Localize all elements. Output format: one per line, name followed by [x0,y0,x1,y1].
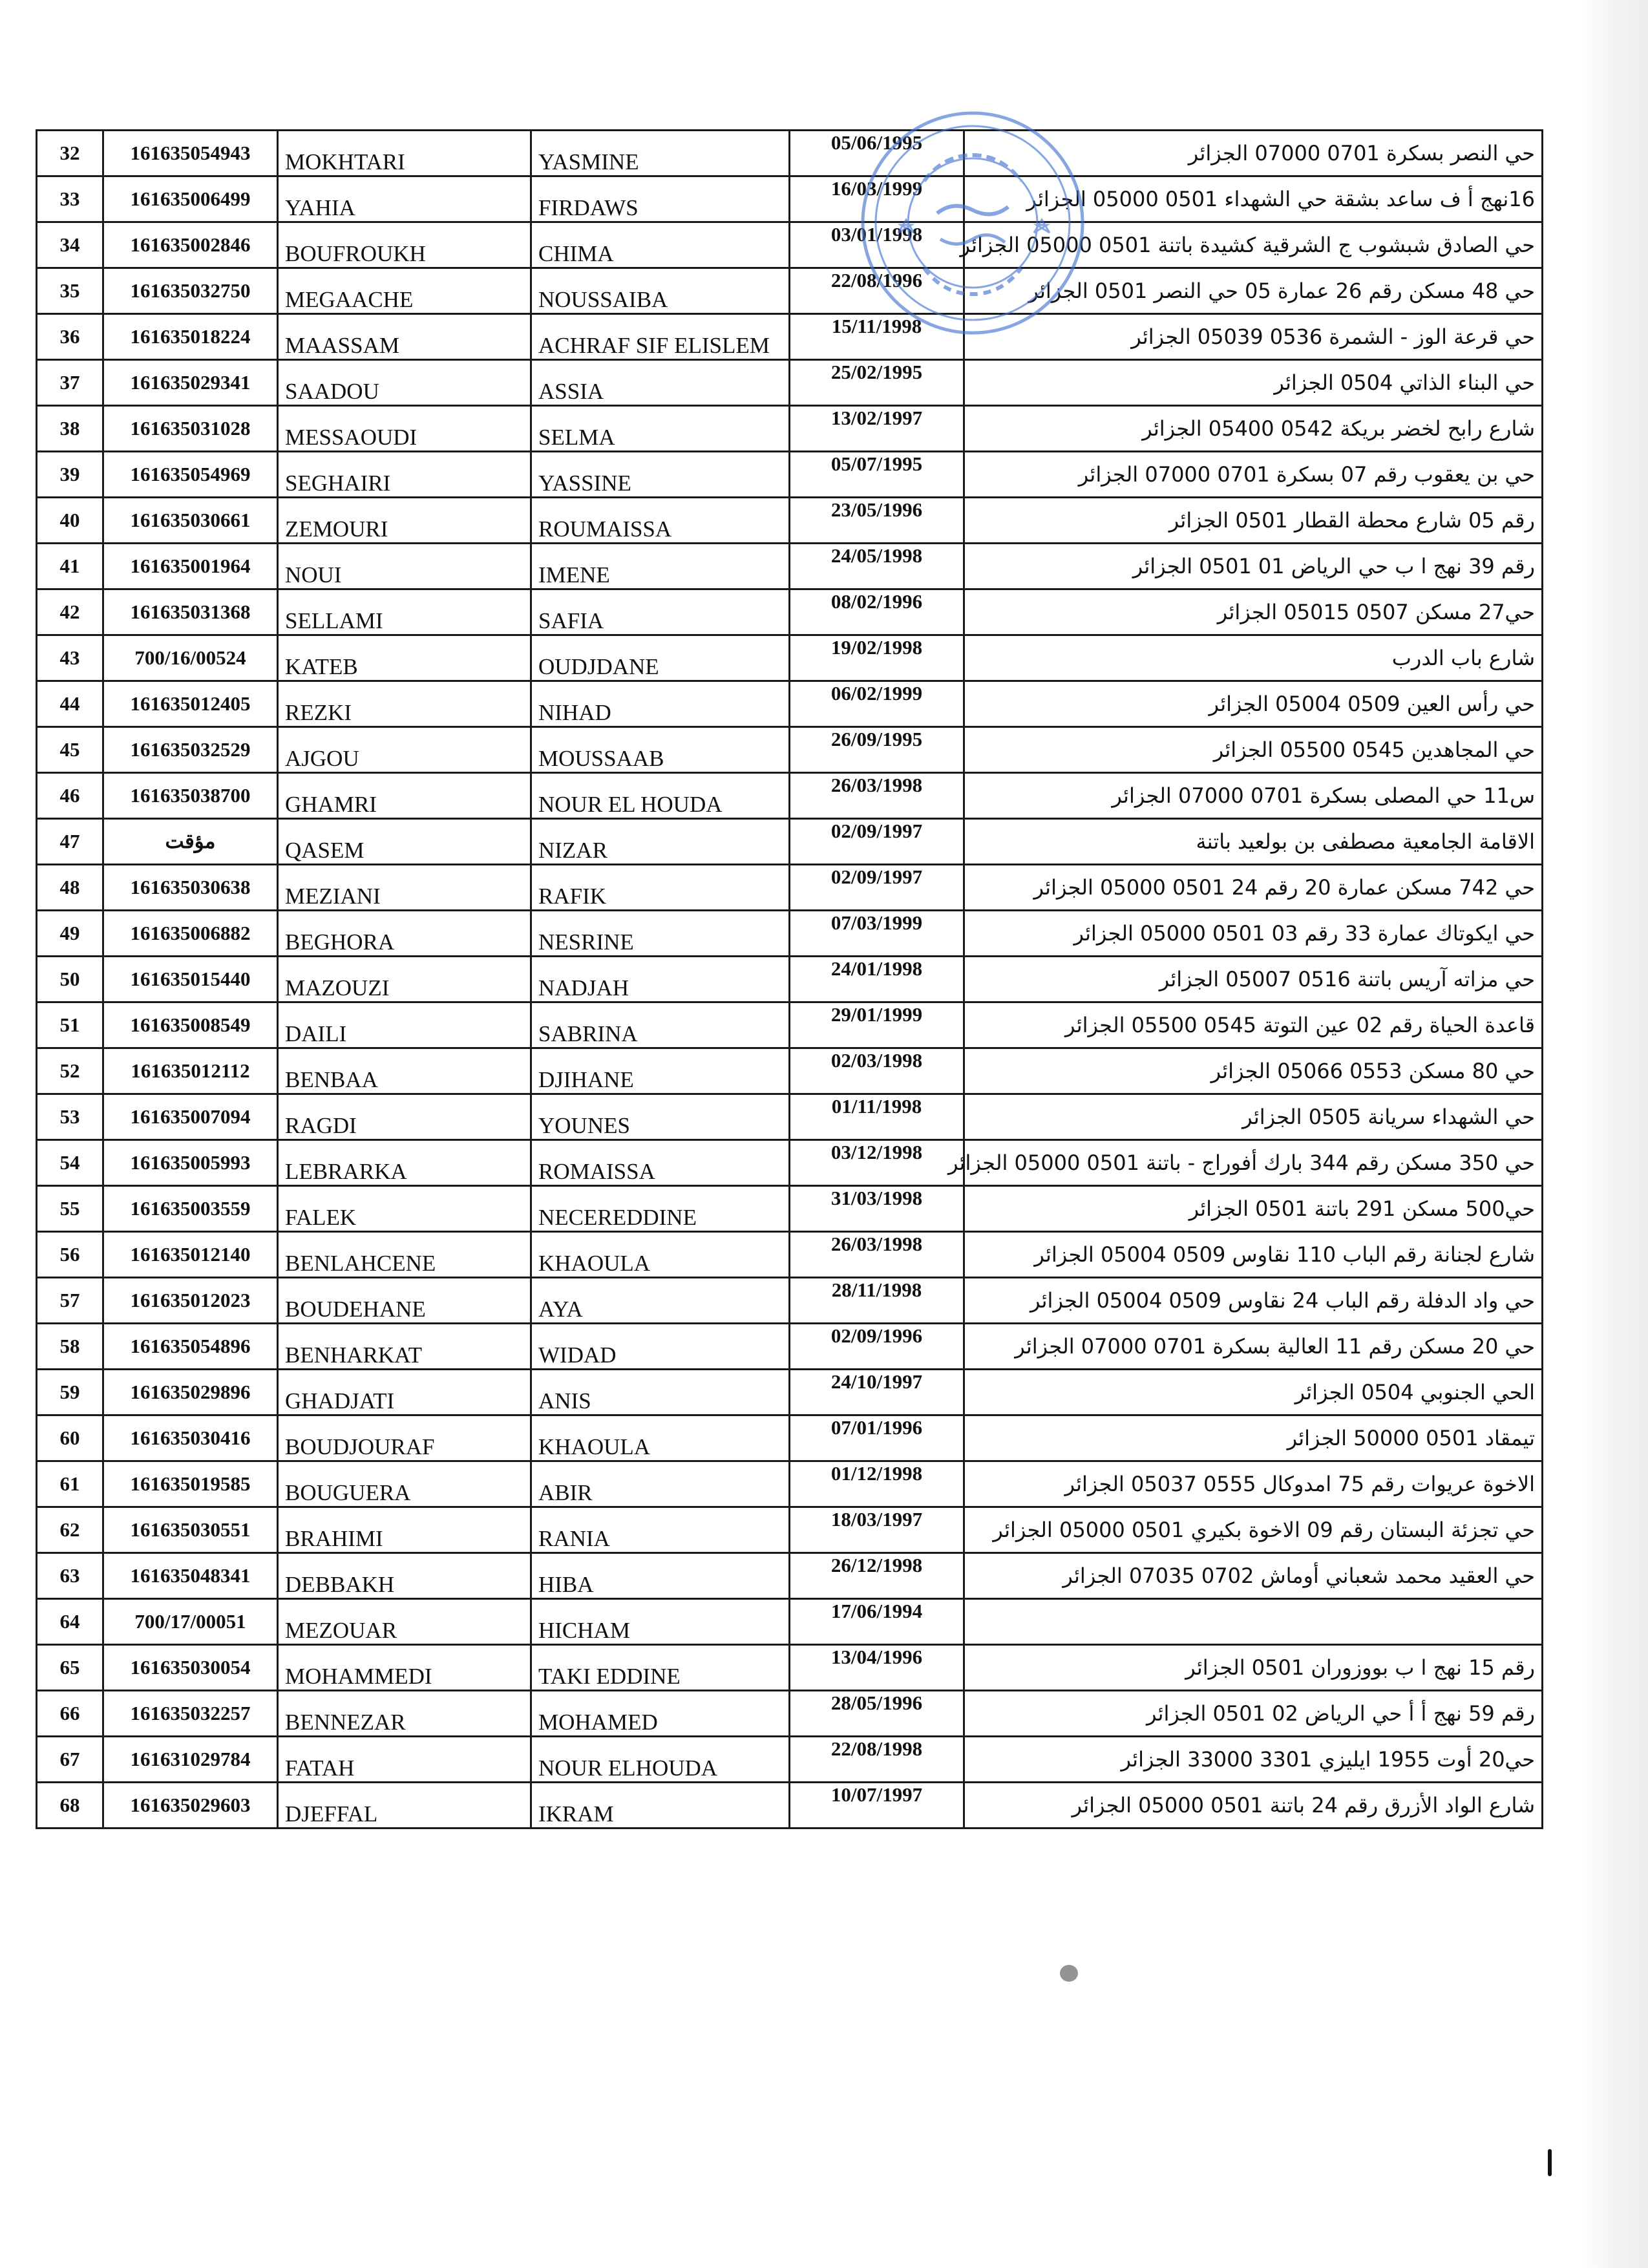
address-cell: حي 20 مسكن رقم 11 العالية بسكرة 0701 07000 الجزائر [964,1324,1543,1370]
first-name-cell: NOUR ELHOUDA [531,1737,790,1783]
row-number-cell: 44 [37,681,103,727]
row-number-cell: 61 [37,1461,103,1507]
first-name-cell: SAFIA [531,589,790,635]
birth-date-cell: 02/09/1997 [790,819,964,865]
first-name-cell: NIHAD [531,681,790,727]
last-name-cell: DJEFFAL [278,1783,531,1828]
last-name-cell: FALEK [278,1186,531,1232]
row-number-cell: 41 [37,544,103,589]
birth-date-cell: 22/08/1998 [790,1737,964,1783]
table-row [37,1278,1543,1324]
first-name-cell: RANIA [531,1507,790,1553]
student-roster-table [36,129,1543,1829]
registration-number-cell: 161635031368 [103,589,278,635]
scan-mark-right [1548,2149,1552,2176]
registration-number-cell: 161635018224 [103,314,278,360]
registration-number-cell: 161635012405 [103,681,278,727]
table-row [37,131,1543,176]
birth-date-cell: 22/08/1996 [790,268,964,314]
registration-number-cell: 161635002846 [103,222,278,268]
row-number-cell: 35 [37,268,103,314]
table-row [37,360,1543,406]
registration-number-cell: 161635038700 [103,773,278,819]
birth-date-cell: 01/12/1998 [790,1461,964,1507]
address-cell: شارع الواد الأزرق رقم 24 باتنة 0501 05000 الجزائر [964,1783,1543,1828]
address-cell: حي واد الدفلة رقم الباب 24 نقاوس 0509 05004 الجزائر [964,1278,1543,1324]
birth-date-cell: 05/06/1995 [790,131,964,176]
registration-number-cell: 161635029603 [103,1783,278,1828]
birth-date-cell: 23/05/1996 [790,498,964,544]
first-name-cell: KHAOULA [531,1415,790,1461]
address-cell: حي رأس العين 0509 05004 الجزائر [964,681,1543,727]
table-row [37,1691,1543,1737]
table-row [37,1002,1543,1048]
registration-number-cell: 161635015440 [103,957,278,1002]
registration-number-cell: 161635054896 [103,1324,278,1370]
registration-number-cell: 161635029341 [103,360,278,406]
table-row [37,1461,1543,1507]
last-name-cell: MESSAOUDI [278,406,531,452]
first-name-cell: NESRINE [531,911,790,957]
last-name-cell: DAILI [278,1002,531,1048]
last-name-cell: KATEB [278,635,531,681]
first-name-cell: DJIHANE [531,1048,790,1094]
last-name-cell: LEBRARKA [278,1140,531,1186]
last-name-cell: DEBBAKH [278,1553,531,1599]
registration-number-cell: 700/16/00524 [103,635,278,681]
row-number-cell: 64 [37,1599,103,1645]
birth-date-cell: 15/11/1998 [790,314,964,360]
table-row [37,1415,1543,1461]
row-number-cell: 48 [37,865,103,911]
table-row [37,452,1543,498]
address-cell: حي 48 مسكن رقم 26 عمارة 05 حي النصر 0501 الجزائر [964,268,1543,314]
address-cell: رقم 05 شارع محطة القطار 0501 الجزائر [964,498,1543,544]
last-name-cell: NOUI [278,544,531,589]
last-name-cell: BOUDEHANE [278,1278,531,1324]
last-name-cell: ZEMOURI [278,498,531,544]
registration-number-cell: 161635003559 [103,1186,278,1232]
table-row [37,1140,1543,1186]
first-name-cell: NOUSSAIBA [531,268,790,314]
table-row [37,1232,1543,1278]
roster-body [37,131,1543,1828]
row-number-cell: 57 [37,1278,103,1324]
last-name-cell: FATAH [278,1737,531,1783]
first-name-cell: YASMINE [531,131,790,176]
address-cell: شارع لجنانة رقم الباب 110 نقاوس 0509 05004 الجزائر [964,1232,1543,1278]
row-number-cell: 33 [37,176,103,222]
registration-number-cell: 161635019585 [103,1461,278,1507]
first-name-cell: FIRDAWS [531,176,790,222]
row-number-cell: 42 [37,589,103,635]
last-name-cell: GHAMRI [278,773,531,819]
address-cell: حي النصر بسكرة 0701 07000 الجزائر [964,131,1543,176]
registration-number-cell: 700/17/00051 [103,1599,278,1645]
address-cell: رقم 15 نهج ا ب بووزوران 0501 الجزائر [964,1645,1543,1691]
first-name-cell: NOUR EL HOUDA [531,773,790,819]
table-row [37,1324,1543,1370]
birth-date-cell: 19/02/1998 [790,635,964,681]
address-cell: حي ايكوتاك عمارة 33 رقم 03 0501 05000 الجزائر [964,911,1543,957]
row-number-cell: 54 [37,1140,103,1186]
first-name-cell: HICHAM [531,1599,790,1645]
first-name-cell: ACHRAF SIF ELISLEM [531,314,790,360]
table-row [37,268,1543,314]
row-number-cell: 36 [37,314,103,360]
first-name-cell: SABRINA [531,1002,790,1048]
registration-number-cell: 161635029896 [103,1370,278,1415]
birth-date-cell: 08/02/1996 [790,589,964,635]
row-number-cell: 62 [37,1507,103,1553]
registration-number-cell: 161635006499 [103,176,278,222]
registration-number-cell: 161635030638 [103,865,278,911]
first-name-cell: HIBA [531,1553,790,1599]
birth-date-cell: 01/11/1998 [790,1094,964,1140]
row-number-cell: 34 [37,222,103,268]
table-row [37,1737,1543,1783]
row-number-cell: 67 [37,1737,103,1783]
birth-date-cell: 03/01/1998 [790,222,964,268]
table-row [37,314,1543,360]
registration-number-cell: 161635030416 [103,1415,278,1461]
address-cell: شارع باب الدرب [964,635,1543,681]
first-name-cell: ASSIA [531,360,790,406]
last-name-cell: BENNEZAR [278,1691,531,1737]
row-number-cell: 32 [37,131,103,176]
address-cell: 16نهج أ ف ساعد بشقة حي الشهداء 0501 05000 الجزائر [964,176,1543,222]
table-row [37,957,1543,1002]
address-cell: شارع رابح لخضر بريكة 0542 05400 الجزائر [964,406,1543,452]
row-number-cell: 63 [37,1553,103,1599]
birth-date-cell: 25/02/1995 [790,360,964,406]
row-number-cell: 53 [37,1094,103,1140]
address-cell: حي قرعة الوز - الشمرة 0536 05039 الجزائر [964,314,1543,360]
table-row [37,1553,1543,1599]
first-name-cell: OUDJDANE [531,635,790,681]
table-row [37,911,1543,957]
last-name-cell: BRAHIMI [278,1507,531,1553]
table-row [37,406,1543,452]
registration-number-cell: 161635031028 [103,406,278,452]
registration-number-cell: 161635012112 [103,1048,278,1094]
last-name-cell: MOHAMMEDI [278,1645,531,1691]
table-row [37,176,1543,222]
first-name-cell: NECEREDDINE [531,1186,790,1232]
table-row [37,1645,1543,1691]
row-number-cell: 39 [37,452,103,498]
first-name-cell: IMENE [531,544,790,589]
registration-number-cell: 161635001964 [103,544,278,589]
table-row [37,589,1543,635]
registration-number-cell: 161635030054 [103,1645,278,1691]
registration-number-cell: 161635030551 [103,1507,278,1553]
last-name-cell: YAHIA [278,176,531,222]
registration-number-cell: 161635032257 [103,1691,278,1737]
address-cell: حي20 أوت 1955 ايليزي 3301 33000 الجزائر [964,1737,1543,1783]
row-number-cell: 45 [37,727,103,773]
first-name-cell: CHIMA [531,222,790,268]
first-name-cell: MOHAMED [531,1691,790,1737]
birth-date-cell: 26/03/1998 [790,1232,964,1278]
last-name-cell: QASEM [278,819,531,865]
address-cell: حي 742 مسكن عمارة 20 رقم 24 0501 05000 الجزائر [964,865,1543,911]
birth-date-cell: 06/02/1999 [790,681,964,727]
last-name-cell: MEZOUAR [278,1599,531,1645]
last-name-cell: SELLAMI [278,589,531,635]
last-name-cell: BEGHORA [278,911,531,957]
first-name-cell: YASSINE [531,452,790,498]
registration-number-cell: 161635048341 [103,1553,278,1599]
birth-date-cell: 02/03/1998 [790,1048,964,1094]
row-number-cell: 38 [37,406,103,452]
last-name-cell: AJGOU [278,727,531,773]
table-row [37,681,1543,727]
row-number-cell: 49 [37,911,103,957]
first-name-cell: ANIS [531,1370,790,1415]
last-name-cell: MOKHTARI [278,131,531,176]
first-name-cell: YOUNES [531,1094,790,1140]
table-row [37,727,1543,773]
first-name-cell: ABIR [531,1461,790,1507]
first-name-cell: WIDAD [531,1324,790,1370]
registration-number-cell: 161635006882 [103,911,278,957]
row-number-cell: 47 [37,819,103,865]
table-row [37,1507,1543,1553]
registration-number-cell: 161635008549 [103,1002,278,1048]
table-row [37,544,1543,589]
first-name-cell: KHAOULA [531,1232,790,1278]
registration-number-cell: 161635054943 [103,131,278,176]
last-name-cell: BOUFROUKH [278,222,531,268]
address-cell: حي مزاته آريس باتنة 0516 05007 الجزائر [964,957,1543,1002]
last-name-cell: BOUDJOURAF [278,1415,531,1461]
registration-number-cell: 161635007094 [103,1094,278,1140]
birth-date-cell: 26/12/1998 [790,1553,964,1599]
address-cell: الاخوة عريوات رقم 75 امدوكال 0555 05037 الجزائر [964,1461,1543,1507]
row-number-cell: 58 [37,1324,103,1370]
last-name-cell: MEZIANI [278,865,531,911]
birth-date-cell: 18/03/1997 [790,1507,964,1553]
first-name-cell: AYA [531,1278,790,1324]
address-cell: حي الصادق شبشوب ج الشرقية كشيدة باتنة 0501 05000 الجزائر [964,222,1543,268]
first-name-cell: NIZAR [531,819,790,865]
row-number-cell: 50 [37,957,103,1002]
first-name-cell: TAKI EDDINE [531,1645,790,1691]
birth-date-cell: 26/09/1995 [790,727,964,773]
registration-number-cell: 161635032529 [103,727,278,773]
last-name-cell: BOUGUERA [278,1461,531,1507]
table-row [37,1599,1543,1645]
address-cell: رقم 59 نهج أ أ حي الرياض 02 0501 الجزائر [964,1691,1543,1737]
address-cell: حي الشهداء سريانة 0505 الجزائر [964,1094,1543,1140]
address-cell: الحي الجنوبي 0504 الجزائر [964,1370,1543,1415]
birth-date-cell: 31/03/1998 [790,1186,964,1232]
row-number-cell: 56 [37,1232,103,1278]
registration-number-cell: 161635012140 [103,1232,278,1278]
registration-number-cell: 161631029784 [103,1737,278,1783]
address-cell: حي تجزئة البستان رقم 09 الاخوة بكيري 0501 05000 الجزائر [964,1507,1543,1553]
first-name-cell: NADJAH [531,957,790,1002]
last-name-cell: RAGDI [278,1094,531,1140]
first-name-cell: ROUMAISSA [531,498,790,544]
birth-date-cell: 02/09/1996 [790,1324,964,1370]
table-row [37,1186,1543,1232]
registration-number-cell: 161635005993 [103,1140,278,1186]
first-name-cell: MOUSSAAB [531,727,790,773]
registration-number-cell: 161635030661 [103,498,278,544]
birth-date-cell: 05/07/1995 [790,452,964,498]
last-name-cell: GHADJATI [278,1370,531,1415]
last-name-cell: BENHARKAT [278,1324,531,1370]
address-cell: الاقامة الجامعية مصطفى بن بولعيد باتنة [964,819,1543,865]
address-cell: رقم 39 نهج ا ب حي الرياض 01 0501 الجزائر [964,544,1543,589]
address-cell: حي500 مسكن 291 باتنة 0501 الجزائر [964,1186,1543,1232]
address-cell: تيمقاد 0501 50000 الجزائر [964,1415,1543,1461]
birth-date-cell: 03/12/1998 [790,1140,964,1186]
registration-number-cell: مؤقت [103,819,278,865]
last-name-cell: MEGAACHE [278,268,531,314]
row-number-cell: 60 [37,1415,103,1461]
table-row [37,635,1543,681]
birth-date-cell: 10/07/1997 [790,1783,964,1828]
row-number-cell: 43 [37,635,103,681]
birth-date-cell: 26/03/1998 [790,773,964,819]
row-number-cell: 46 [37,773,103,819]
birth-date-cell: 24/05/1998 [790,544,964,589]
table-row [37,1783,1543,1828]
first-name-cell: IKRAM [531,1783,790,1828]
birth-date-cell: 16/03/1999 [790,176,964,222]
address-cell: حي المجاهدين 0545 05500 الجزائر [964,727,1543,773]
birth-date-cell: 02/09/1997 [790,865,964,911]
registration-number-cell: 161635012023 [103,1278,278,1324]
table-row [37,865,1543,911]
birth-date-cell: 13/04/1996 [790,1645,964,1691]
last-name-cell: MAASSAM [278,314,531,360]
row-number-cell: 68 [37,1783,103,1828]
address-cell: س11 حي المصلى بسكرة 0701 07000 الجزائر [964,773,1543,819]
table-row [37,1370,1543,1415]
first-name-cell: ROMAISSA [531,1140,790,1186]
table-row [37,1094,1543,1140]
last-name-cell: BENBAA [278,1048,531,1094]
row-number-cell: 51 [37,1002,103,1048]
birth-date-cell: 13/02/1997 [790,406,964,452]
table-row [37,773,1543,819]
row-number-cell: 55 [37,1186,103,1232]
address-cell: حي 80 مسكن 0553 05066 الجزائر [964,1048,1543,1094]
birth-date-cell: 07/01/1996 [790,1415,964,1461]
last-name-cell: BENLAHCENE [278,1232,531,1278]
last-name-cell: REZKI [278,681,531,727]
address-cell: حي بن يعقوب رقم 07 بسكرة 0701 07000 الجزائر [964,452,1543,498]
first-name-cell: SELMA [531,406,790,452]
row-number-cell: 40 [37,498,103,544]
last-name-cell: SEGHAIRI [278,452,531,498]
birth-date-cell: 07/03/1999 [790,911,964,957]
last-name-cell: SAADOU [278,360,531,406]
birth-date-cell: 17/06/1994 [790,1599,964,1645]
table-row [37,1048,1543,1094]
address-cell: حي27 مسكن 0507 05015 الجزائر [964,589,1543,635]
registration-number-cell: 161635054969 [103,452,278,498]
address-cell: قاعدة الحياة رقم 02 عين التوتة 0545 05500 الجزائر [964,1002,1543,1048]
birth-date-cell: 28/05/1996 [790,1691,964,1737]
table-row [37,819,1543,865]
row-number-cell: 37 [37,360,103,406]
table-row [37,222,1543,268]
scan-smudge [1060,1965,1078,1982]
address-cell: حي العقيد محمد شعباني أوماش 0702 07035 الجزائر [964,1553,1543,1599]
row-number-cell: 59 [37,1370,103,1415]
birth-date-cell: 29/01/1999 [790,1002,964,1048]
address-cell: حي 350 مسكن رقم 344 بارك أفوراج - باتنة 0501 05000 الجزائر [964,1140,1543,1186]
birth-date-cell: 24/01/1998 [790,957,964,1002]
address-cell: حي البناء الذاتي 0504 الجزائر [964,360,1543,406]
registration-number-cell: 161635032750 [103,268,278,314]
row-number-cell: 65 [37,1645,103,1691]
last-name-cell: MAZOUZI [278,957,531,1002]
row-number-cell: 52 [37,1048,103,1094]
address-cell [964,1599,1543,1645]
birth-date-cell: 24/10/1997 [790,1370,964,1415]
birth-date-cell: 28/11/1998 [790,1278,964,1324]
row-number-cell: 66 [37,1691,103,1737]
first-name-cell: RAFIK [531,865,790,911]
table-row [37,498,1543,544]
